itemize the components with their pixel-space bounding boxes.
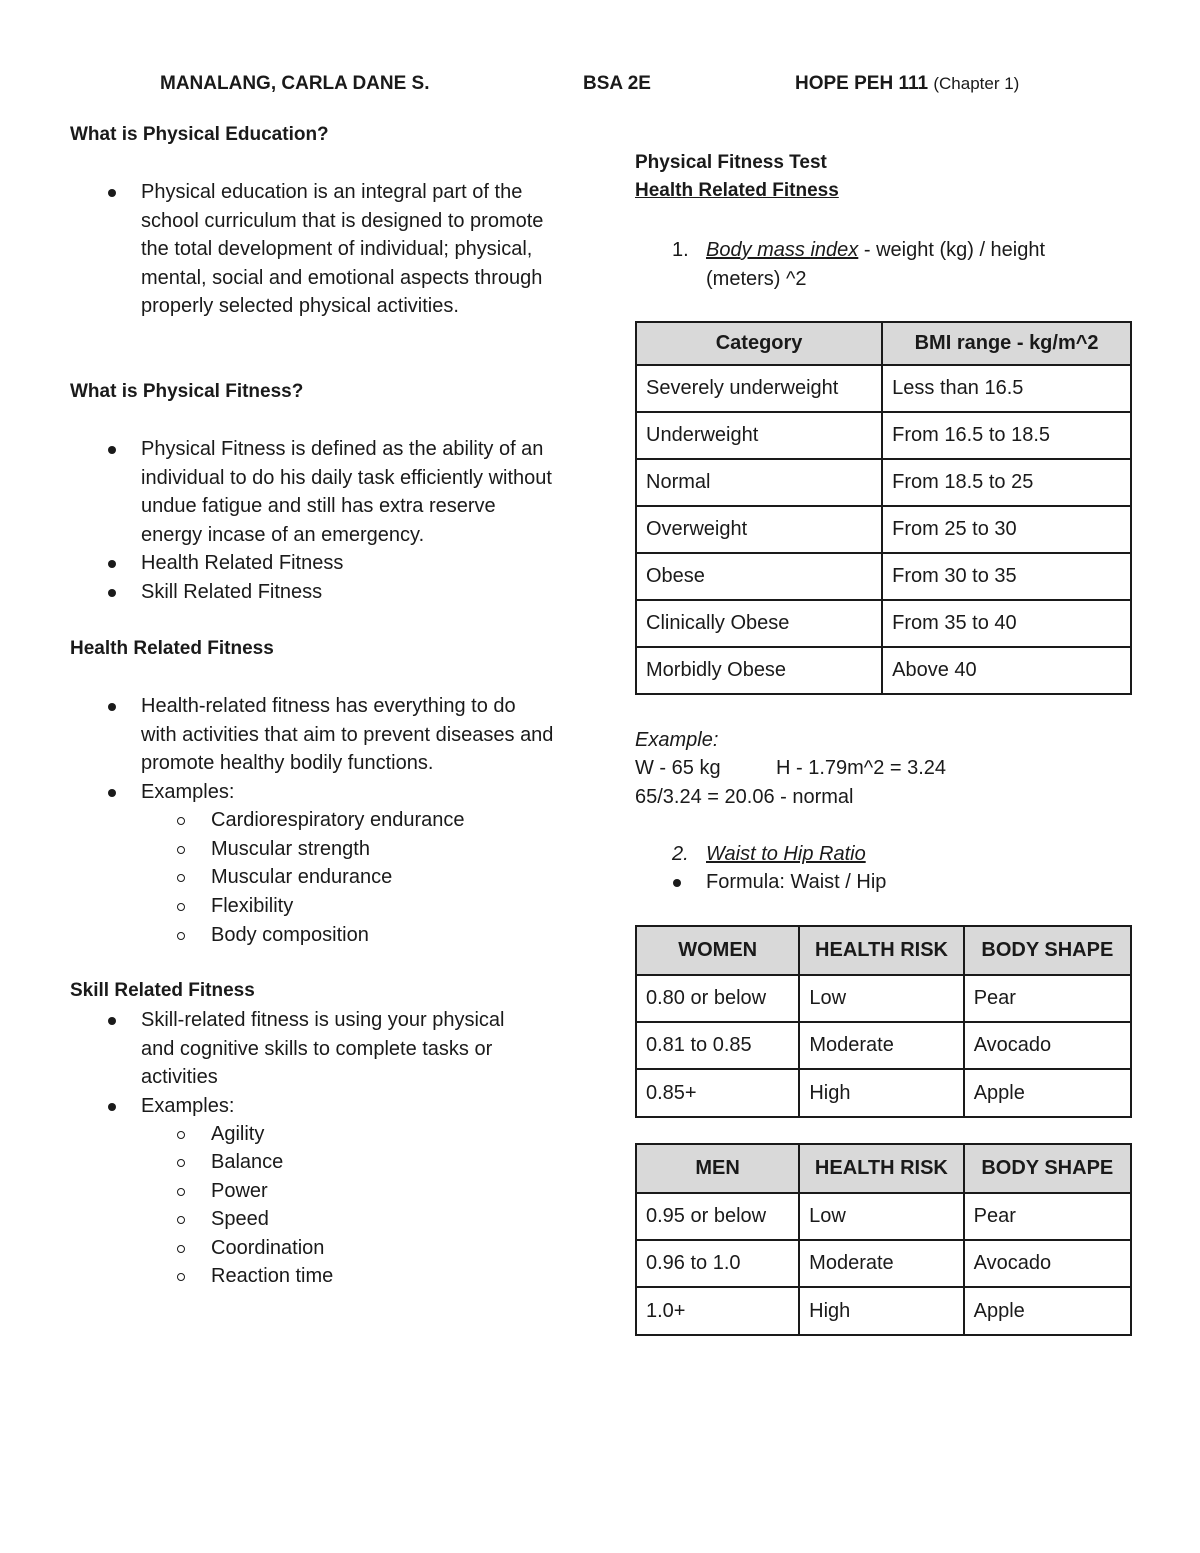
table-row (636, 506, 1131, 553)
list-item-text: Health-related fitness has everything to do with activities that aim to prevent diseases and promote healthy bodily functions. (141, 695, 554, 775)
sub-list-item-text: Body composition (211, 924, 369, 946)
table-cell: Moderate (799, 1022, 963, 1069)
table-cell: From 30 to 35 (882, 553, 1131, 600)
bullet-icon (108, 560, 116, 568)
column-header: HEALTH RISK (799, 1144, 963, 1193)
list-item-text: Health Related Fitness (141, 552, 344, 574)
column-header: Category (636, 322, 882, 365)
item2-number: 2. (672, 843, 689, 865)
column-header: MEN (636, 1144, 799, 1193)
table-row (636, 1022, 1131, 1069)
table-header-row (636, 926, 1131, 975)
men-whr-table (635, 1143, 1132, 1336)
table-cell: High (799, 1069, 963, 1117)
circle-bullet-icon (177, 846, 185, 854)
circle-bullet-icon (177, 903, 185, 911)
chapter-label: (Chapter 1) (933, 74, 1020, 93)
table-cell: 0.85+ (636, 1069, 799, 1117)
table-row (636, 553, 1131, 600)
sub-list-item-text: Coordination (211, 1237, 325, 1259)
pe-heading: What is Physical Education? (70, 124, 329, 145)
table-row (636, 412, 1131, 459)
example-label: Example: (635, 729, 719, 751)
bmi-formula: - weight (kg) / height (858, 239, 1046, 261)
table-cell: Severely underweight (636, 365, 882, 412)
table-cell: Above 40 (882, 647, 1131, 694)
table-cell: From 25 to 30 (882, 506, 1131, 553)
bullet-icon (108, 789, 116, 797)
bmi-table (635, 321, 1132, 695)
bullet-icon (108, 446, 116, 454)
table-cell: Underweight (636, 412, 882, 459)
bmi-formula-cont: (meters) ^2 (706, 268, 807, 290)
circle-bullet-icon (177, 1273, 185, 1281)
pft-heading: Physical Fitness Test (635, 152, 827, 173)
sub-list-item-text: Speed (211, 1208, 269, 1230)
circle-bullet-icon (177, 932, 185, 940)
table-cell: Morbidly Obese (636, 647, 882, 694)
item1-text (706, 236, 1045, 265)
bullet-icon (108, 1103, 116, 1111)
sub-list-item-text: Agility (211, 1123, 265, 1145)
table-cell: Avocado (964, 1240, 1131, 1287)
sub-list-item-text: Balance (211, 1151, 284, 1173)
table-cell: Normal (636, 459, 882, 506)
table-cell: Less than 16.5 (882, 365, 1131, 412)
table-row (636, 647, 1131, 694)
list-item-text: Examples: (141, 1095, 235, 1117)
column-header: BODY SHAPE (964, 926, 1131, 975)
table-row (636, 600, 1131, 647)
women-whr-table (635, 925, 1132, 1118)
circle-bullet-icon (177, 1159, 185, 1167)
bullet-icon (108, 1017, 116, 1025)
bullet-icon (108, 703, 116, 711)
column-header: BMI range - kg/m^2 (882, 322, 1131, 365)
table-row (636, 975, 1131, 1022)
sub-list-item-text: Reaction time (211, 1265, 334, 1287)
list-item-text: Physical Fitness is defined as the ability of an individual to do his daily task efficiently without undue fatigue and still has extra reserve energy incase of an emergency. (141, 438, 552, 546)
bullet-icon (673, 879, 681, 887)
srf-heading: Skill Related Fitness (70, 980, 255, 1001)
circle-bullet-icon (177, 1245, 185, 1253)
table-cell: Overweight (636, 506, 882, 553)
table-row (636, 1193, 1131, 1240)
table-row (636, 1069, 1131, 1117)
table-cell: Clinically Obese (636, 600, 882, 647)
circle-bullet-icon (177, 1131, 185, 1139)
table-row (636, 459, 1131, 506)
list-item-text: Skill Related Fitness (141, 581, 323, 603)
hrf-heading: Health Related Fitness (70, 638, 274, 659)
circle-bullet-icon (177, 1216, 185, 1224)
table-cell: From 16.5 to 18.5 (882, 412, 1131, 459)
hrf-subheading: Health Related Fitness (635, 180, 839, 201)
example-height: H - 1.79m^2 = 3.24 (776, 757, 947, 779)
column-header: HEALTH RISK (799, 926, 963, 975)
table-header-row (636, 1144, 1131, 1193)
pf-heading: What is Physical Fitness? (70, 381, 304, 402)
list-item-text: Formula: Waist / Hip (706, 871, 887, 893)
circle-bullet-icon (177, 874, 185, 882)
table-cell: Low (799, 975, 963, 1022)
table-cell: Pear (964, 1193, 1131, 1240)
sub-list-item-text: Flexibility (211, 895, 294, 917)
table-cell: Pear (964, 975, 1131, 1022)
sub-list-item-text: Muscular strength (211, 838, 370, 860)
table-cell: 1.0+ (636, 1287, 799, 1335)
course-code: HOPE PEH 111 (795, 73, 929, 94)
circle-bullet-icon (177, 1188, 185, 1196)
whr-term: Waist to Hip Ratio (706, 843, 866, 865)
example-calculation: 65/3.24 = 20.06 - normal (635, 786, 854, 808)
list-item-text: Examples: (141, 781, 235, 803)
table-cell: From 18.5 to 25 (882, 459, 1131, 506)
table-cell: From 35 to 40 (882, 600, 1131, 647)
table-cell: High (799, 1287, 963, 1335)
table-cell: Obese (636, 553, 882, 600)
table-cell: 0.81 to 0.85 (636, 1022, 799, 1069)
student-name: MANALANG, CARLA DANE S. (160, 73, 430, 94)
table-cell: Apple (964, 1287, 1131, 1335)
section-label: BSA 2E (583, 73, 651, 94)
example-weight: W - 65 kg (635, 757, 721, 779)
table-header-row (636, 322, 1131, 365)
sub-list-item-text: Muscular endurance (211, 866, 393, 888)
table-cell: Apple (964, 1069, 1131, 1117)
table-cell: Low (799, 1193, 963, 1240)
circle-bullet-icon (177, 817, 185, 825)
column-header: WOMEN (636, 926, 799, 975)
item1-number: 1. (672, 239, 689, 261)
table-cell: 0.80 or below (636, 975, 799, 1022)
list-item-text: Physical education is an integral part of the school curriculum that is designed to promote the total development of individual; physical, mental, social and emotional aspects through properly selected physical activities. (141, 181, 544, 318)
bullet-icon (108, 189, 116, 197)
column-header: BODY SHAPE (964, 1144, 1131, 1193)
bmi-term: Body mass index (706, 239, 859, 261)
sub-list-item-text: Cardiorespiratory endurance (211, 809, 465, 831)
table-cell: Moderate (799, 1240, 963, 1287)
table-row (636, 365, 1131, 412)
course-title (795, 72, 1019, 96)
table-cell: 0.95 or below (636, 1193, 799, 1240)
table-cell: 0.96 to 1.0 (636, 1240, 799, 1287)
sub-list-item-text: Power (211, 1180, 268, 1202)
bullet-icon (108, 589, 116, 597)
table-row (636, 1240, 1131, 1287)
table-cell: Avocado (964, 1022, 1131, 1069)
table-row (636, 1287, 1131, 1335)
list-item-text: Skill-related fitness is using your physical and cognitive skills to complete tasks or activities (141, 1009, 505, 1089)
